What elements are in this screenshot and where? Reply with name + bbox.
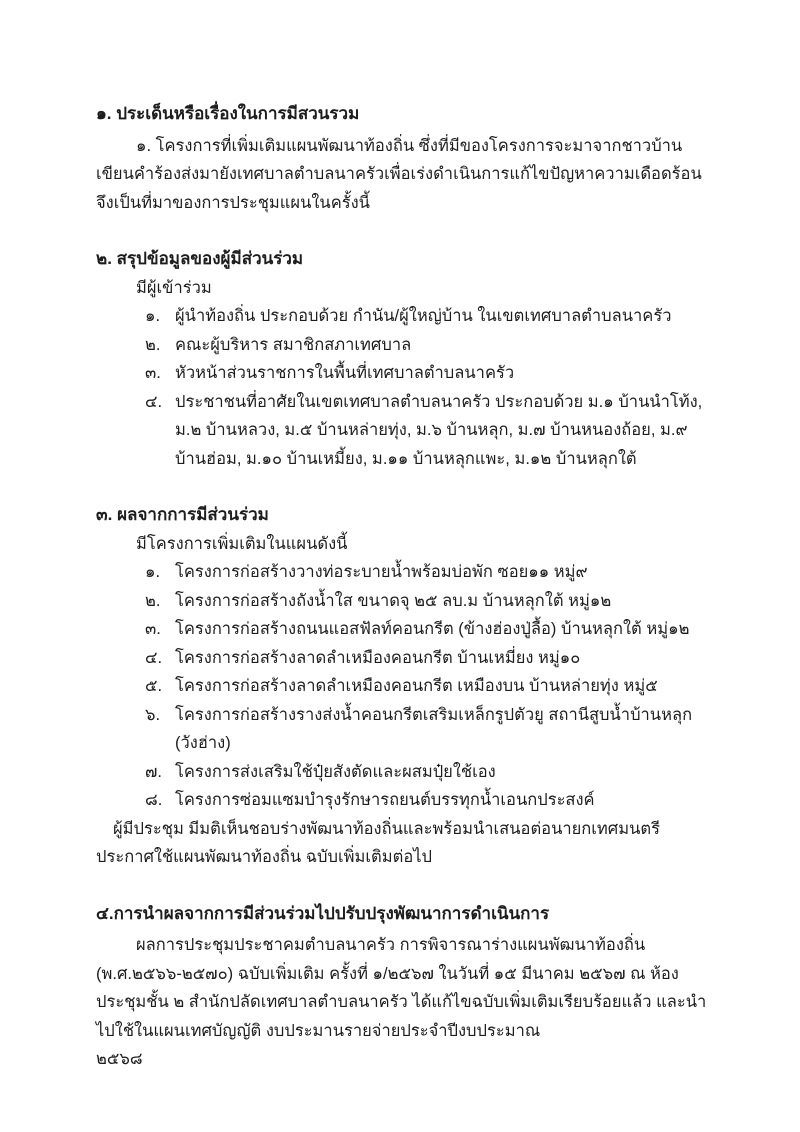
list-item <box>145 644 716 673</box>
list-item-text: โครงการส่งเสริมใช้ปุ๋ยสังตัดและผสมปุ๋ยใช้เอง <box>175 762 496 781</box>
list-item <box>145 786 716 815</box>
list-item <box>145 701 716 758</box>
list-item-number: ๔. <box>145 392 163 411</box>
list-item-number: ๑. <box>145 563 161 581</box>
list-item-text: โครงการก่อสร้างลาดลำเหมืองคอนกรีต บ้านเหมี่ยง หมู่๑๐ <box>175 648 581 667</box>
list-item-number: ๑. <box>145 307 161 325</box>
list-item <box>145 388 716 474</box>
participants-list <box>145 302 716 473</box>
section-participants <box>96 245 716 473</box>
section-participants-heading: ๒. สรุปข้อมูลของผู้มีส่วนร่วม <box>96 249 304 268</box>
section-application-paragraph: ผลการประชุมประชาคมตำบลนาครัว การพิจารณาร่างแผนพัฒนาท้องถิ่น (พ.ศ.๒๕๖๖-๒๕๗๐) ฉบับเพิ่มเติม ครั้งที่ ๑/๒๕๖๗ ในวันที่ ๑๕ มีนาคม ๒๕๖๗ ณ ห้องประชุมชั้น ๒ สำนักปลัดเทศบาลตำบลนาครัว ได้แก้ไขฉบับเพิ่มเติมเรียบร้อยแล้ว และนำไปใช้ในแผนเทศบัญญัติ งบประมานรายจ่ายประจำปีงบประมาณ <box>96 936 707 1040</box>
list-item-text: หัวหน้าส่วนราชการในพื้นที่เทศบาลตำบลนาครัว <box>175 364 515 382</box>
list-item-number: ๒. <box>145 335 161 354</box>
list-item <box>145 331 716 360</box>
list-item-number: ๓. <box>145 620 161 638</box>
document-content <box>96 100 716 1074</box>
section-application <box>96 900 716 1074</box>
list-item-number: ๘. <box>145 791 163 809</box>
section-issue-heading: ๑. ประเด็นหรือเรื่องในการมีสวนรวม <box>96 104 360 123</box>
section-issue-paragraph: ๑. โครงการที่เพิ่มเติมแผนพัฒนาท้องถิ่น ซึ่งที่มีของโครงการจะมาจากชาวบ้านเขียนคำร้องส่งมายังเทศบาลตำบลนาครัวเพื่อเร่งดำเนินการแก้ไขปัญหาความเดือดร้อน จึงเป็นที่มาของการประชุมแผนในครั้งนี้ <box>96 136 702 212</box>
list-item-number: ๖. <box>145 705 161 724</box>
list-item-number: ๕. <box>145 677 163 695</box>
section-results-closing: ผู้มีประชุม มีมติเห็นชอบร่างพัฒนาท้องถิ่นและพร้อมนำเสนอต่อนายกเทศมนตรีประกาศใช้แผนพัฒนาท้องถิ่น ฉบับเพิ่มเติมต่อไป <box>96 819 660 866</box>
section-application-year: ๒๕๖๘ <box>96 1050 143 1068</box>
results-list <box>145 558 716 815</box>
list-item <box>145 758 716 787</box>
list-item-number: ๓. <box>145 364 161 382</box>
list-item-number: ๗. <box>145 762 162 781</box>
list-item-text: โครงการซ่อมแซมบำรุงรักษารถยนต์บรรทุกน้ำเอนกประสงค์ <box>175 791 595 809</box>
section-issue <box>96 100 716 217</box>
section-application-heading: ๔.การนำผลจากการมีส่วนร่วมไปปรับปรุงพัฒนาการดำเนินการ <box>96 903 550 923</box>
list-item <box>145 672 716 701</box>
list-item-text: โครงการก่อสร้างลาดลำเหมืองคอนกรีต เหมืองบน บ้านหล่ายทุ่ง หมู่๕ <box>175 677 658 695</box>
list-item-text: ผู้นำท้องถิ่น ประกอบด้วย กำนัน/ผู้ใหญ่บ้าน ในเขตเทศบาลตำบลนาครัว <box>175 307 672 325</box>
list-item-text: คณะผู้บริหาร สมาชิกสภาเทศบาล <box>175 335 412 354</box>
section-results <box>96 501 716 872</box>
section-results-intro: มีโครงการเพิ่มเติมในแผนดังนี้ <box>136 534 348 553</box>
list-item <box>145 558 716 587</box>
list-item-text: โครงการก่อสร้างรางส่งน้ำคอนกรีตเสริมเหล็กรูปตัวยู สถานีสูบน้ำบ้านหลุก (วังฮ่าง) <box>175 705 693 752</box>
section-participants-intro: มีผู้เข้าร่วม <box>136 278 212 297</box>
list-item-number: ๔. <box>145 648 163 667</box>
list-item <box>145 615 716 644</box>
list-item <box>145 302 716 331</box>
list-item-number: ๒. <box>145 591 161 610</box>
list-item-text: โครงการก่อสร้างถังน้ำใส ขนาดจุ ๒๕ ลบ.ม บ้านหลุกใต้ หมู่๑๒ <box>175 591 612 610</box>
list-item-text: โครงการก่อสร้างวางท่อระบายน้ำพร้อมบ่อพัก ซอย๑๑ หมู่๙ <box>175 563 588 581</box>
section-results-heading: ๓. ผลจากการมีส่วนร่วม <box>96 505 269 524</box>
list-item <box>145 587 716 616</box>
list-item <box>145 359 716 388</box>
list-item-text: ประชาชนที่อาศัยในเขตเทศบาลตำบลนาครัว ประกอบด้วย ม.๑ บ้านนำโท้ง, ม.๒ บ้านหลวง, ม.๕ บ้านหล่ายทุ่ง, ม.๖ บ้านหลุก, ม.๗ บ้านหนองถ้อย, ม.๙ บ้านฮ่อม, ม.๑๐ บ้านเหมี้ยง, ม.๑๑ บ้านหลุกแพะ, ม.๑๒ บ้านหลุกใต้ <box>175 392 703 468</box>
list-item-text: โครงการก่อสร้างถนนแอสฟัลท์คอนกรีต (ข้างฮ่องปู่ลื้อ) บ้านหลุกใต้ หมู่๑๒ <box>175 620 690 638</box>
